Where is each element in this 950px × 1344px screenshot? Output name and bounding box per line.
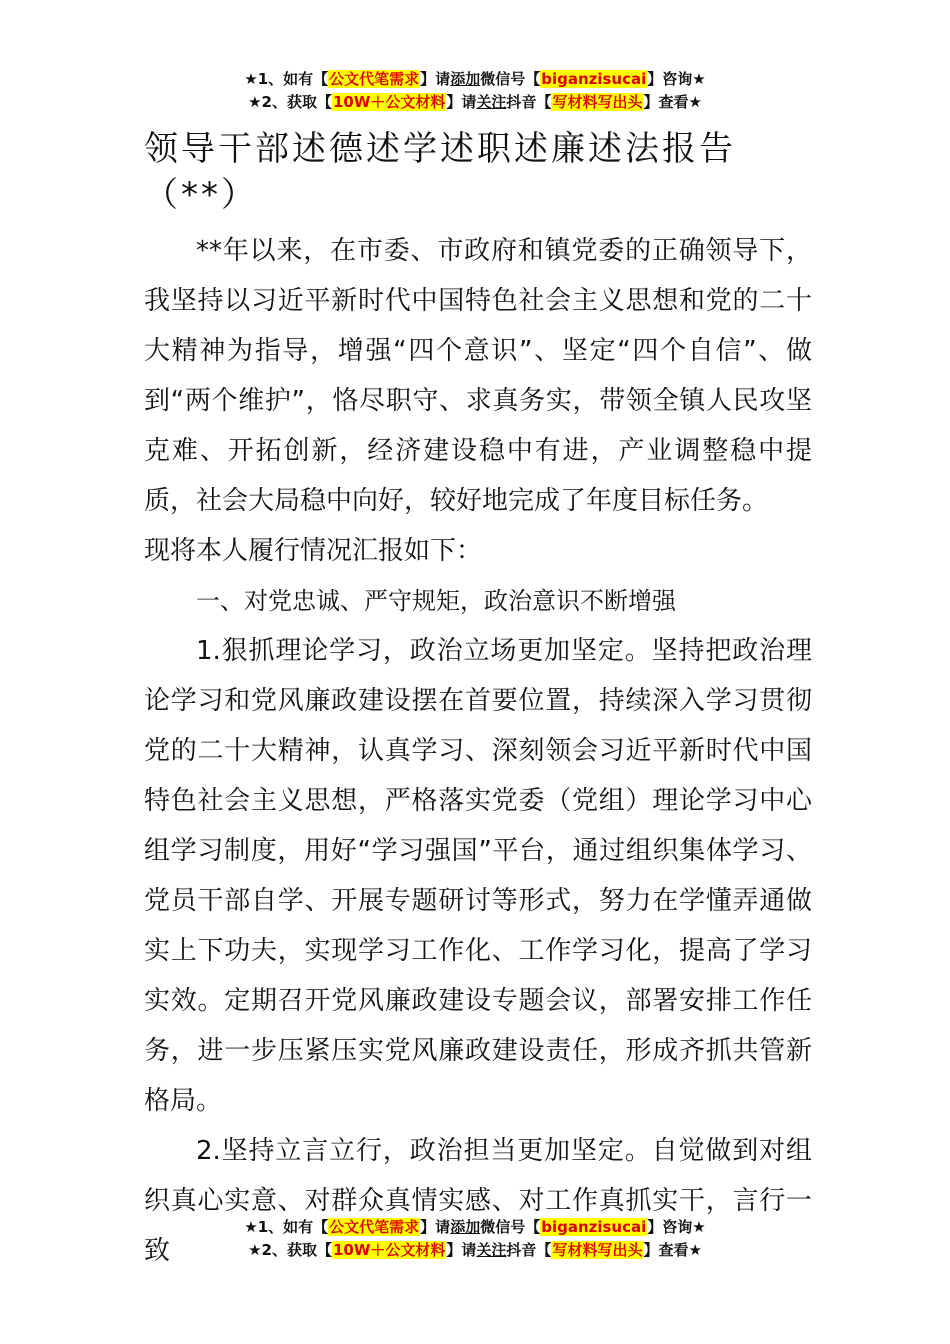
banner-text: ★2、获取【: [248, 1241, 332, 1259]
banner-underline: 关注: [476, 93, 507, 111]
paragraph-item-1: 1.狠抓理论学习，政治立场更加坚定。坚持把政治理论学习和党风廉政建设摆在首要位置，持续深入学习贯彻党的二十大精神，认真学习、深刻领会习近平新时代中国特色社会主义思想，严格落实党委（党组）理论学习中心组学习制度，用好“学习强国”平台，通过组织集体学习、党员干部自学、开展专题研讨等形式，努力在学懂弄通做实上下功夫，实现学习工作化、工作学习化，提高了学习实效。定期召开党风廉政建设专题会议，部署安排工作任务，进一步压紧压实党风廉政建设责任，形成齐抓共管新格局。: [144, 636, 812, 1116]
section-heading-1: 一、对党忠诚、严守规矩，政治意识不断增强: [196, 587, 676, 615]
banner-highlight: 10W＋公文材料: [332, 93, 446, 111]
banner-highlight: 公文代笔需求: [329, 1218, 420, 1236]
banner-underline: 添加: [450, 1218, 481, 1236]
document-body: [144, 226, 812, 1276]
banner-douyin-id: 写材料写出头: [552, 1241, 643, 1259]
banner-text: 】请: [446, 93, 477, 111]
banner-text: 】请: [420, 70, 451, 88]
banner-wechat-id: biganzisucai: [541, 1218, 647, 1236]
banner-text: ★1、如有【: [244, 1218, 329, 1236]
footer-banner: [0, 1216, 950, 1262]
banner-text: 抖音【: [506, 93, 552, 111]
banner-text: 】咨询★: [647, 1218, 706, 1236]
banner-text: 微信号【: [480, 1218, 541, 1236]
banner-line-2: [0, 91, 950, 114]
paragraph-report-lead: 现将本人履行情况汇报如下：: [144, 536, 483, 566]
header-banner: [0, 68, 950, 114]
banner-text: 】查看★: [643, 93, 702, 111]
banner-wechat-id: biganzisucai: [541, 70, 647, 88]
banner-line-1: [0, 1216, 950, 1239]
paragraph-intro: **年以来，在市委、市政府和镇党委的正确领导下，我坚持以习近平新时代中国特色社会主义思想和党的二十大精神为指导，增强“四个意识”、坚定“四个自信”、做到“两个维护”，恪尽职守、求真务实，带领全镇人民攻坚克难、开拓创新，经济建设稳中有进，产业调整稳中提质，社会大局稳中向好，较好地完成了年度目标任务。: [144, 236, 812, 516]
banner-underline: 添加: [450, 70, 481, 88]
banner-text: ★2、获取【: [248, 93, 332, 111]
banner-text: 】请: [420, 1218, 451, 1236]
banner-highlight: 10W＋公文材料: [332, 1241, 446, 1259]
banner-douyin-id: 写材料写出头: [552, 93, 643, 111]
banner-text: 微信号【: [480, 70, 541, 88]
banner-text: 】咨询★: [647, 70, 706, 88]
banner-line-1: [0, 68, 950, 91]
banner-text: 】请: [446, 1241, 477, 1259]
paragraph-item-2: 2.坚持立言立行，政治担当更加坚定。自觉做到对组织真心实意、对群众真情实感、对工作真抓实干，言行一致: [144, 1136, 812, 1266]
document-title: 领导干部述德述学述职述廉述法报告（**）: [144, 129, 736, 215]
banner-text: ★1、如有【: [244, 70, 329, 88]
banner-underline: 关注: [476, 1241, 507, 1259]
banner-text: 抖音【: [506, 1241, 552, 1259]
banner-line-2: [0, 1239, 950, 1262]
banner-text: 】查看★: [643, 1241, 702, 1259]
banner-highlight: 公文代笔需求: [329, 70, 420, 88]
